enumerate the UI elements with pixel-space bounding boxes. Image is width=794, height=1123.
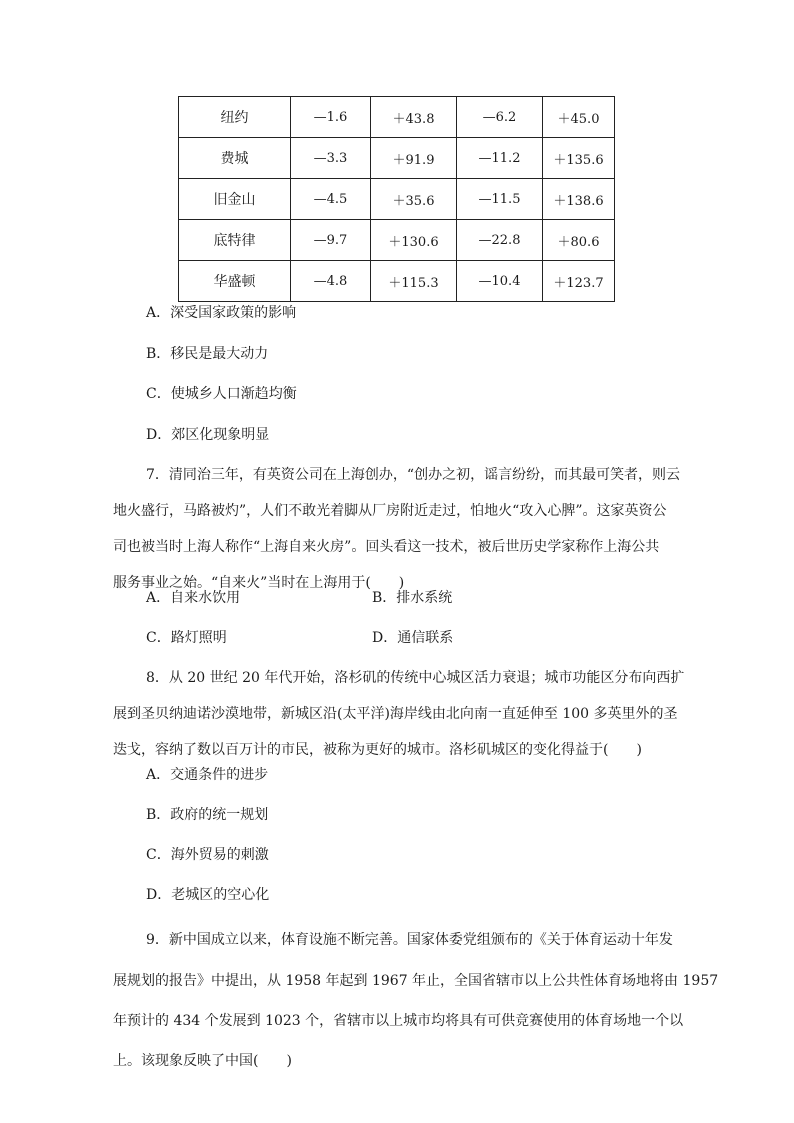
value-cell: ＋91.9: [371, 138, 457, 179]
q8-option-c: C．海外贸易的刺激: [146, 847, 269, 863]
value-cell: —4.5: [291, 179, 371, 220]
value-cell: ＋123.7: [543, 261, 615, 302]
q7-option-b: B．排水系统: [372, 590, 453, 606]
q7-stem-line-4: 服务事业之始。“自来火”当时在上海用于( ): [113, 575, 405, 591]
q6-option-c: C．使城乡人口渐趋均衡: [146, 386, 297, 402]
city-cell: 底特律: [179, 220, 291, 261]
q6-option-a: A．深受国家政策的影响: [146, 305, 297, 321]
value-cell: —22.8: [457, 220, 543, 261]
city-cell: 纽约: [179, 97, 291, 138]
q8-option-a: A．交通条件的进步: [146, 767, 269, 783]
value-cell: —6.2: [457, 97, 543, 138]
value-cell: ＋135.6: [543, 138, 615, 179]
value-cell: —4.8: [291, 261, 371, 302]
q8-stem-line-1: 8．从 20 世纪 20 年代开始，洛杉矶的传统中心城区活力衰退；城市功能区分布向西扩: [146, 670, 685, 686]
q8-stem-line-3: 迭戈，容纳了数以百万计的市民，被称为更好的城市。洛杉矶城区的变化得益于( ): [113, 742, 642, 758]
q7-option-d: D．通信联系: [372, 630, 454, 646]
q9-stem-line-3: 年预计的 434 个发展到 1023 个，省辖市以上城市均将具有可供竞赛使用的体育场地一个以: [113, 1013, 684, 1029]
value-cell: —3.3: [291, 138, 371, 179]
value-cell: —11.2: [457, 138, 543, 179]
table-row: [179, 138, 615, 179]
q8-option-b: B．政府的统一规划: [146, 807, 269, 823]
q7-option-a: A．自来水饮用: [146, 590, 241, 606]
q9-stem-line-1: 9．新中国成立以来，体育设施不断完善。国家体委党组颁布的《关于体育运动十年发: [146, 932, 673, 948]
table-row: [179, 179, 615, 220]
q8-option-d: D．老城区的空心化: [146, 887, 270, 903]
table-row: [179, 97, 615, 138]
value-cell: —10.4: [457, 261, 543, 302]
table-row: [179, 261, 615, 302]
q9-stem-line-4: 上。该现象反映了中国( ): [113, 1053, 292, 1069]
q9-stem-line-2: 展规划的报告》中提出，从 1958 年起到 1967 年止，全国省辖市以上公共性体育场地将由 1957: [113, 973, 719, 989]
city-cell: 旧金山: [179, 179, 291, 220]
q7-option-c: C．路灯照明: [146, 630, 227, 646]
value-cell: ＋45.0: [543, 97, 615, 138]
value-cell: ＋130.6: [371, 220, 457, 261]
q8-stem-line-2: 展到圣贝纳迪诺沙漠地带，新城区沿(太平洋)海岸线由北向南一直延伸至 100 多英里外的圣: [113, 706, 678, 722]
q7-stem-line-2: 地火盛行，马路被灼”，人们不敢光着脚从厂房附近走过，怕地火“攻入心脾”。这家英资公: [113, 503, 667, 519]
q6-option-d: D．郊区化现象明显: [146, 427, 270, 443]
value-cell: ＋80.6: [543, 220, 615, 261]
value-cell: ＋43.8: [371, 97, 457, 138]
q6-option-b: B．移民是最大动力: [146, 346, 269, 362]
q7-stem-line-3: 司也被当时上海人称作“上海自来火房”。回头看这一技术，被后世历史学家称作上海公共: [113, 539, 660, 555]
value-cell: —11.5: [457, 179, 543, 220]
value-cell: —1.6: [291, 97, 371, 138]
table-row: [179, 220, 615, 261]
city-cell: 费城: [179, 138, 291, 179]
city-statistics-table: [178, 96, 615, 302]
value-cell: ＋35.6: [371, 179, 457, 220]
value-cell: ＋138.6: [543, 179, 615, 220]
q7-stem-line-1: 7．清同治三年，有英资公司在上海创办，“创办之初，谣言纷纷，而其最可笑者，则云: [146, 467, 681, 483]
city-cell: 华盛顿: [179, 261, 291, 302]
value-cell: —9.7: [291, 220, 371, 261]
value-cell: ＋115.3: [371, 261, 457, 302]
